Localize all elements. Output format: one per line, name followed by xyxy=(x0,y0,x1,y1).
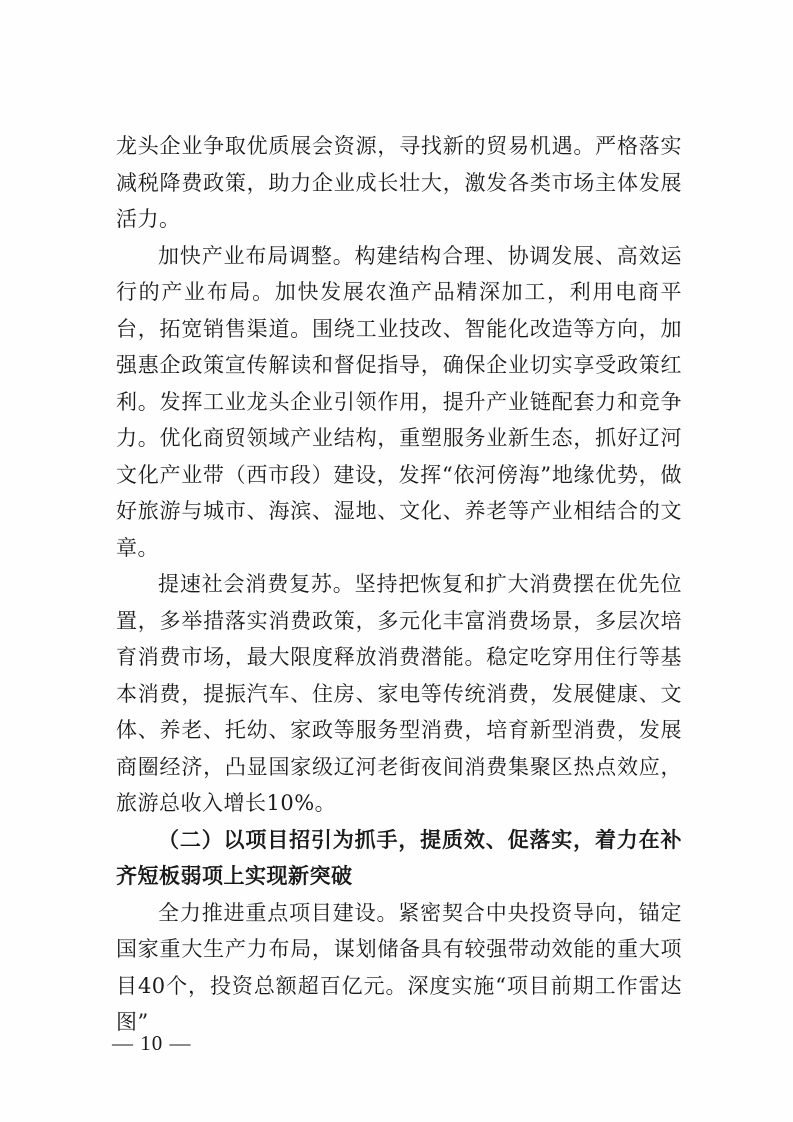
page-number: — 10 — xyxy=(112,1031,192,1055)
paragraph-industry-layout: 加快产业布局调整。构建结构合理、协调发展、高效运行的产业布局。加快发展农渔产品精深加工，利用电商平台，拓宽销售渠道。围绕工业技改、智能化改造等方向，加强惠企政策宣传解读和督促指导，确保企业切实享受政策红利。发挥工业龙头企业引领作用，提升产业链配套力和竞争力。优化商贸领域产业结构，重塑服务业新生态，抓好辽河文化产业带（西市段）建设，发挥“依河傍海”地缘优势，做好旅游与城市、海滨、湿地、文化、养老等产业相结合的文章。 xyxy=(116,243,682,560)
paragraph-continuation: 龙头企业争取优质展会资源，寻找新的贸易机遇。严格落实减税降费政策，助力企业成长壮大，激发各类市场主体发展活力。 xyxy=(116,134,682,231)
section-heading: （二）以项目招引为抓手，提质效、促落实，着力在补齐短板弱项上实现新突破 xyxy=(116,826,682,888)
page-body xyxy=(116,128,682,1041)
paragraph-key-projects: 全力推进重点项目建设。紧密契合中央投资导向，锚定国家重大生产力布局，谋划储备具有较强带动效能的重大项目40个，投资总额超百亿元。深度实施“项目前期工作雷达图” xyxy=(116,900,682,1034)
paragraph-consumption-recovery: 提速社会消费复苏。坚持把恢复和扩大消费摆在优先位置，多举措落实消费政策，多元化丰富消费场景，多层次培育消费市场，最大限度释放消费潜能。稳定吃穿用住行等基本消费，提振汽车、住房、家电等传统消费，发展健康、文体、养老、托幼、家政等服务型消费，培育新型消费，发展商圈经济，凸显国家级辽河老街夜间消费集聚区热点效应，旅游总收入增长10%。 xyxy=(116,572,682,815)
